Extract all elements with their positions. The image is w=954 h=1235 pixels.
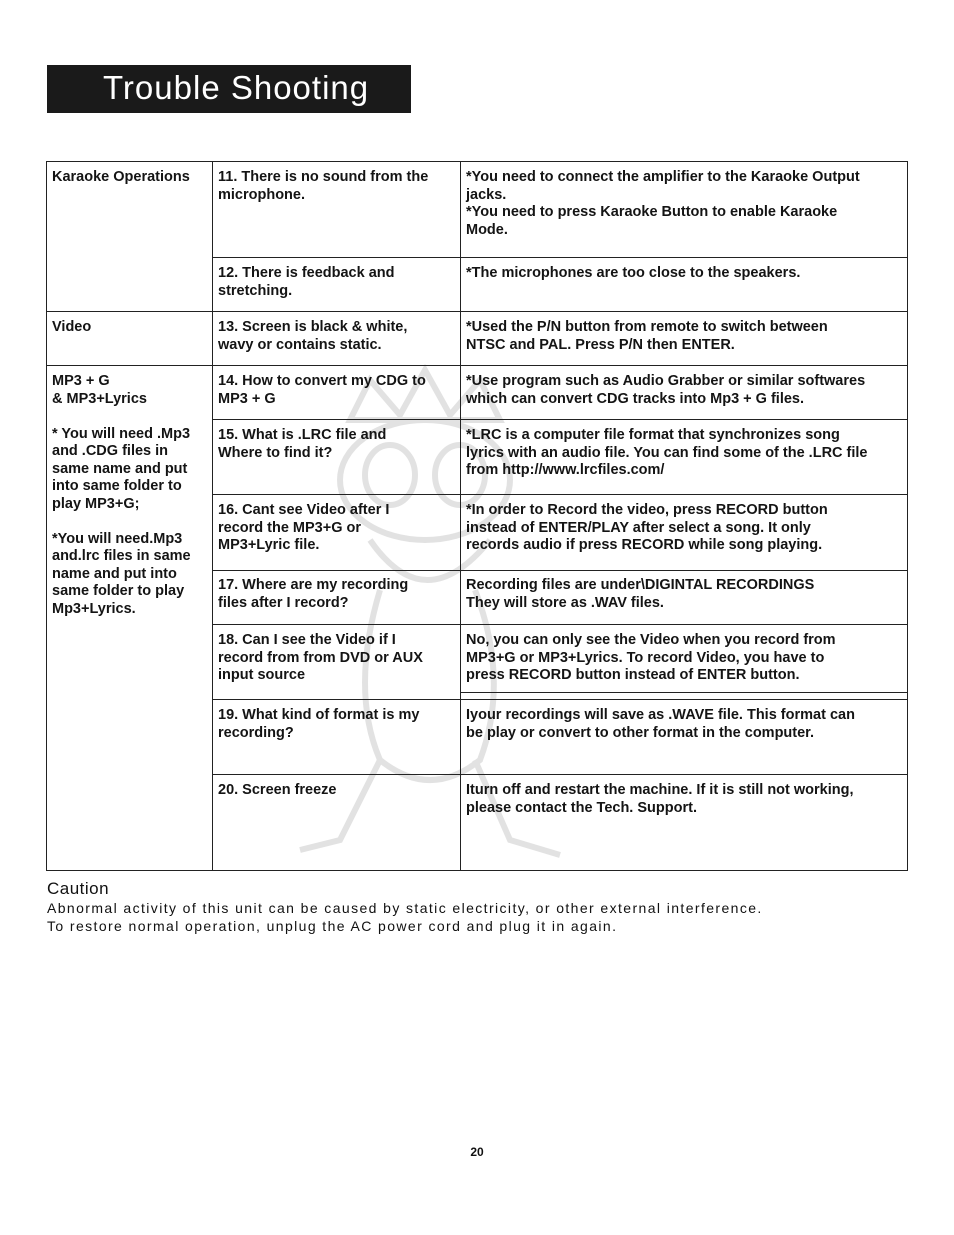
title-banner <box>47 65 411 113</box>
problem-18: 18. Can I see the Video if I record from from DVD or AUX input source <box>218 632 423 683</box>
row-divider <box>212 570 907 571</box>
solution-17: Recording files are under\DIGINTAL RECORDINGS They will store as .WAV files. <box>466 577 815 611</box>
troubleshooting-table <box>46 161 908 871</box>
row-divider <box>460 692 907 693</box>
page-title: Trouble Shooting <box>103 69 370 106</box>
row-divider <box>212 774 907 775</box>
row-divider <box>212 494 907 495</box>
row-divider <box>47 365 907 366</box>
page-number: 20 <box>470 1145 484 1159</box>
problem-11: 11. There is no sound from the microphone. <box>218 169 429 203</box>
problem-12: 12. There is feedback and stretching. <box>218 265 395 299</box>
problem-17: 17. Where are my recording files after I record? <box>218 577 409 611</box>
problem-20: 20. Screen freeze <box>218 782 337 798</box>
problem-15: 15. What is .LRC file and Where to find it? <box>218 427 387 461</box>
caution-heading: Caution <box>47 879 110 898</box>
problem-16: 16. Cant see Video after I record the MP3+G or MP3+Lyric file. <box>218 502 390 553</box>
solution-19: Iyour recordings will save as .WAVE file. This format can be play or convert to other format in the computer. <box>466 707 855 741</box>
caution-text-line-2: To restore normal operation, unplug the AC power cord and plug it in again. <box>47 918 618 934</box>
row-divider <box>212 257 907 258</box>
row-divider <box>212 419 907 420</box>
category-video: Video <box>52 319 92 335</box>
solution-12: *The microphones are too close to the speakers. <box>466 265 801 281</box>
column-divider <box>212 162 213 870</box>
row-divider <box>212 699 907 700</box>
problem-13: 13. Screen is black & white, wavy or contains static. <box>218 319 408 353</box>
row-divider <box>212 624 907 625</box>
category-karaoke: Karaoke Operations <box>52 169 190 185</box>
problem-14: 14. How to convert my CDG to MP3 + G <box>218 373 426 407</box>
solution-18: No, you can only see the Video when you record from MP3+G or MP3+Lyrics. To record Video, you have to press RECORD button instead of ENTER button. <box>466 632 836 683</box>
solution-20: Iturn off and restart the machine. If it is still not working, please contact the Tech. Support. <box>466 782 854 816</box>
caution-text-line-1: Abnormal activity of this unit can be caused by static electricity, or other external interference. <box>47 900 763 916</box>
row-divider <box>47 311 907 312</box>
solution-15: *LRC is a computer file format that synchronizes song lyrics with an audio file. You can find some of the .LRC file from http://www.lrcfiles.com/ <box>466 427 868 478</box>
problem-19: 19. What kind of format is my recording? <box>218 707 420 741</box>
solution-14: *Use program such as Audio Grabber or similar softwares which can convert CDG tracks into Mp3 + G files. <box>466 373 866 407</box>
column-divider <box>460 162 461 870</box>
solution-11: *You need to connect the amplifier to the Karaoke Output jacks. *You need to press Karaoke Button to enable Karaoke Mode. <box>466 169 860 238</box>
category-mp3: MP3 + G & MP3+Lyrics * You will need .Mp3 and .CDG files in same name and put into same folder to play MP3+G; *You will need.Mp3 and.lrc files in same name and put into same folder to play Mp3+Lyrics. <box>52 373 191 617</box>
solution-16: *In order to Record the video, press RECORD button instead of ENTER/PLAY after select a song. It only records audio if press RECORD while song playing. <box>466 502 828 553</box>
solution-13: *Used the P/N button from remote to switch between NTSC and PAL. Press P/N then ENTER. <box>466 319 828 353</box>
